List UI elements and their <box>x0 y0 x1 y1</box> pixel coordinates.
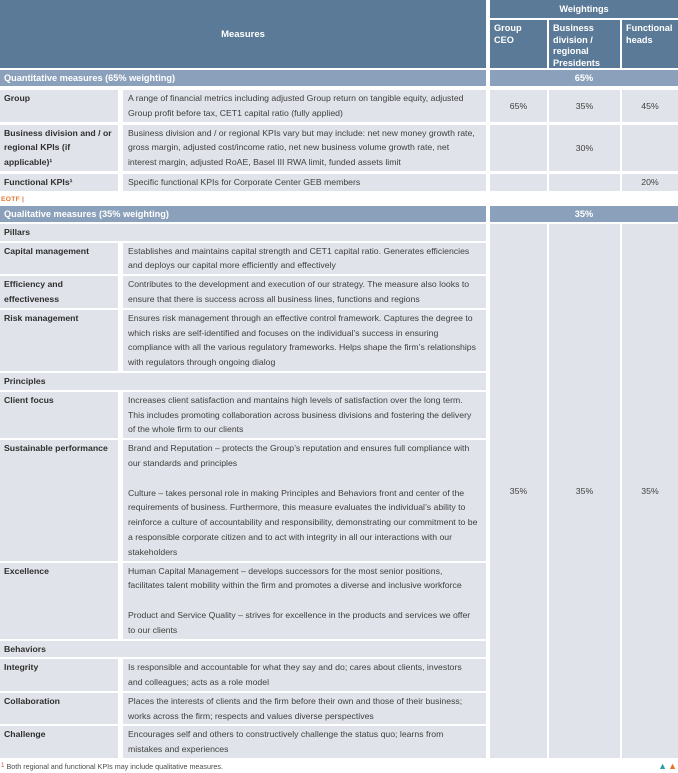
row-label: Capital management <box>0 243 118 275</box>
row-description: Specific functional KPIs for Corporate Center GEB members <box>123 174 486 191</box>
row-label: Business division and / or regional KPIs (if applicable)¹ <box>0 125 118 171</box>
row-label: Group <box>0 90 118 122</box>
quantitative-band-value: 65% <box>490 70 678 86</box>
column-header-group-ceo: Group CEO <box>490 20 547 68</box>
row-description: Places the interests of clients and the firm before their own and those of their business; works across the firm; respects and values diverse perspectives <box>123 693 486 725</box>
footnote <box>1 762 223 771</box>
description-paragraph: Product and Service Quality – strives for excellence in the products and services we offer to our clients <box>128 609 471 635</box>
weight-cell: 45% <box>622 90 678 122</box>
weightings-group-header: Weightings <box>490 0 678 18</box>
column-header-business-division: Business division / regional Presidents <box>549 20 620 68</box>
weight-cell <box>622 125 678 171</box>
description-paragraph: Culture – takes personal role in making Principles and Behaviors front and center of the requirements of business. Furthermore, this measure evaluates the individual’s ability to reinforce a culture of accountability and responsibility, demonstrating our commitment to be a responsible corporate citizen and to act with integrity in all our interactions with our stakeholders <box>128 487 478 557</box>
measures-column-header: Measures <box>0 0 486 68</box>
weight-cell: 35% <box>490 224 547 758</box>
row-label: Efficiency and effectiveness <box>0 276 118 308</box>
section-header-pillars: Pillars <box>0 224 486 241</box>
qualitative-band <box>0 206 678 222</box>
weight-cell <box>549 174 620 191</box>
row-label: Challenge <box>0 726 118 758</box>
footnote-marker: 1 <box>1 762 5 770</box>
weight-cell: 35% <box>549 90 620 122</box>
qualitative-rows <box>0 224 678 758</box>
row-label: Functional KPIs¹ <box>0 174 118 191</box>
row-description: Contributes to the development and execution of our strategy. The measure also looks to ensure that there is success across all business lines, functions and regions <box>123 276 486 308</box>
row-description: Establishes and maintains capital strength and CET1 capital ratio. Generates efficiencies and deploys our capital more efficiently and effectively <box>123 243 486 275</box>
row-label: Client focus <box>0 392 118 438</box>
row-label: Sustainable performance <box>0 440 118 560</box>
weight-cell: 30% <box>549 125 620 171</box>
qualitative-band-label: Qualitative measures (35% weighting) <box>0 206 486 222</box>
weight-cell: 35% <box>549 224 620 758</box>
footer-row <box>0 762 678 773</box>
row-label: Collaboration <box>0 693 118 725</box>
table-header <box>0 0 678 68</box>
row-description: Is responsible and accountable for what they say and do; cares about clients, investors and colleagues; acts as a role model <box>123 659 486 691</box>
row-label: Integrity <box>0 659 118 691</box>
row-description: Ensures risk management through an effective control framework. Captures the degree to which risks are self-identified and focuses on the individual’s success in ensuring compliance with all the various regulatory frameworks. Helps shape the firm’s relationships with regulators through ongoing dialog <box>123 310 486 371</box>
row-description <box>123 440 486 560</box>
footnote-text: Both regional and functional KPIs may include qualitative measures. <box>6 762 224 772</box>
weight-cell: 65% <box>490 90 547 122</box>
quantitative-band <box>0 70 678 86</box>
orange-triangle-icon: ▲ <box>668 761 677 772</box>
row-description: Encourages self and others to constructively challenge the status quo; learns from mistakes and experiences <box>123 726 486 758</box>
eotf-marker: EOTF | <box>1 195 25 203</box>
row-description: Increases client satisfaction and mantains high levels of satisfaction over the long term. This includes promoting collaboration across business divisions and fostering the delivery of the whole firm to our clients <box>123 392 486 438</box>
row-description <box>123 563 486 639</box>
weight-cell: 35% <box>622 224 678 758</box>
row-description: Business division and / or regional KPIs vary but may include: net new money growth rate, gross margin, adjusted cost/income ratio, net new business volume growth rate, net interest margin, adjusted RoAE, Basel III RWA limit, funded assets limit <box>123 125 486 171</box>
teal-triangle-icon: ▲ <box>658 761 668 772</box>
qualitative-band-value: 35% <box>490 206 678 222</box>
section-header-behaviors: Behaviors <box>0 641 486 658</box>
weight-cell: 20% <box>622 174 678 191</box>
row-label: Excellence <box>0 563 118 639</box>
weight-cell <box>490 174 547 191</box>
weight-cell <box>490 125 547 171</box>
description-paragraph: Brand and Reputation – protects the Group’s reputation and ensures full compliance with our standards and principles <box>128 443 470 468</box>
quantitative-band-label: Quantitative measures (65% weighting) <box>0 70 486 86</box>
row-label: Risk management <box>0 310 118 371</box>
section-header-principles: Principles <box>0 373 486 390</box>
description-paragraph: Human Capital Management – develops successors for the most senior positions, facilitates talent mobility within the firm and promotes a diverse and inclusive workforce <box>128 565 462 591</box>
row-description: A range of financial metrics including adjusted Group return on tangible equity, adjusted Group profit before tax, CET1 capital ratio (fully applied) <box>123 90 486 122</box>
corner-navigation-icons <box>658 762 677 771</box>
quantitative-rows <box>0 90 678 191</box>
column-header-functional-heads: Functional heads <box>622 20 678 68</box>
